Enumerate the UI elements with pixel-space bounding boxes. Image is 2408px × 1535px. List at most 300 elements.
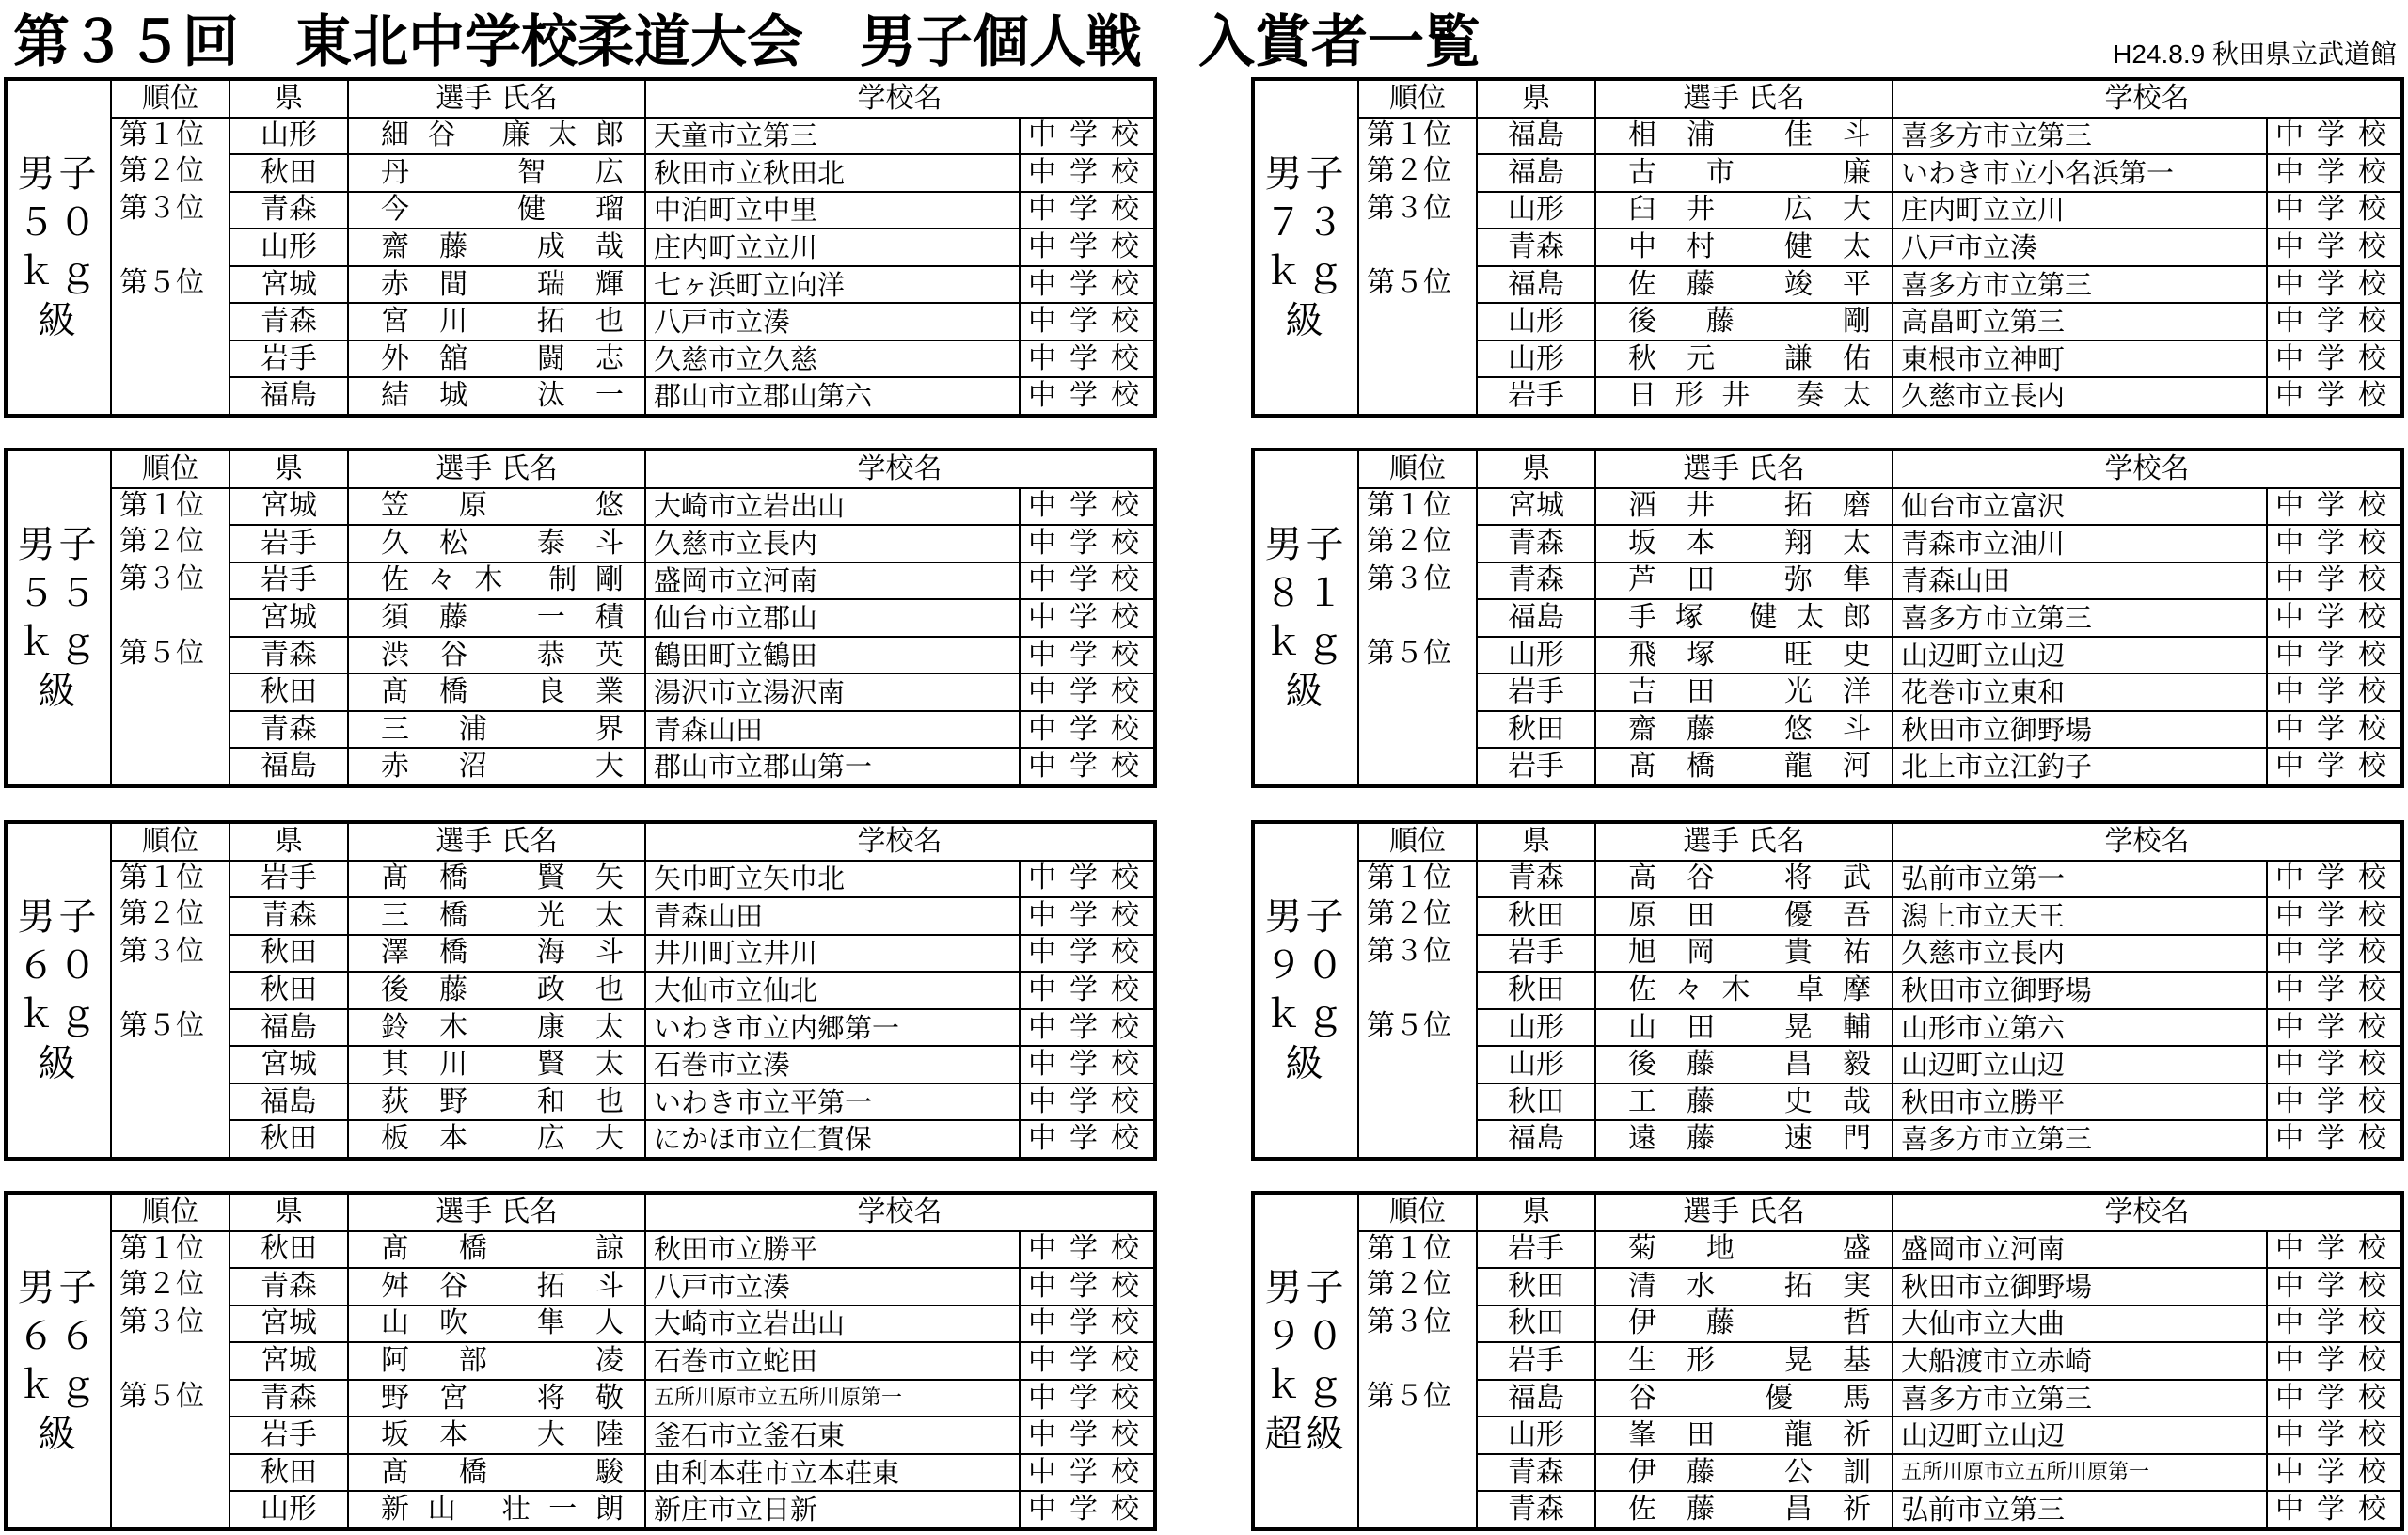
school-name-cell: 天童市立第三 <box>645 118 1020 155</box>
athlete-name-cell: 後藤 政也 <box>348 972 645 1009</box>
header-rank: 順位 <box>1358 451 1477 488</box>
athlete-name-cell: 中村 健太 <box>1595 229 1893 266</box>
prefecture-cell: 岩手 <box>230 525 348 562</box>
table-row <box>1255 266 2400 304</box>
athlete-name-cell: 齋藤 悠斗 <box>1595 711 1893 749</box>
results-table <box>8 451 1153 784</box>
header-row <box>1255 81 2400 118</box>
school-suffix-cell: 中学校 <box>1020 340 1153 378</box>
school-name-cell: 喜多方市立第三 <box>1893 599 2267 637</box>
school-name-cell: 秋田市立御野場 <box>1893 972 2267 1009</box>
school-suffix-cell: 中学校 <box>1020 1491 1153 1527</box>
table-row <box>1255 935 2400 973</box>
athlete-name-cell: 三橋 光太 <box>348 897 645 935</box>
athlete-name-cell: 細谷 廉太郎 <box>348 118 645 155</box>
athlete-name-cell: 鈴木 康太 <box>348 1009 645 1047</box>
school-suffix-cell: 中学校 <box>1020 599 1153 637</box>
table-row <box>8 266 1153 304</box>
school-name-cell: 大崎市立岩出山 <box>645 488 1020 526</box>
athlete-name-cell: 坂本 翔太 <box>1595 525 1893 562</box>
rank-cell: 第１位 <box>1358 488 1477 526</box>
prefecture-cell: 青森 <box>230 192 348 229</box>
prefecture-cell: 山形 <box>1477 1009 1595 1047</box>
school-name-cell: 由利本荘市立本荘東 <box>645 1454 1020 1492</box>
athlete-name-cell: 酒井 拓磨 <box>1595 488 1893 526</box>
header-rank: 順位 <box>1358 81 1477 118</box>
school-name-cell: 湯沢市立湯沢南 <box>645 673 1020 711</box>
school-name-cell: 井川町立井川 <box>645 935 1020 973</box>
table-row <box>8 525 1153 562</box>
header-row <box>8 1195 1153 1231</box>
prefecture-cell: 福島 <box>1477 118 1595 155</box>
athlete-name-cell: 髙橋 龍河 <box>1595 748 1893 784</box>
results-table <box>8 824 1153 1157</box>
weight-class-label: 男子７３ｋｇ級 <box>1255 81 1358 414</box>
prefecture-cell: 秋田 <box>230 673 348 711</box>
prefecture-cell: 青森 <box>230 303 348 340</box>
table-row <box>8 1306 1153 1343</box>
athlete-name-cell: 荻野 和也 <box>348 1084 645 1121</box>
header-name: 選手 氏名 <box>348 81 645 118</box>
school-name-cell: 弘前市立第一 <box>1893 861 2267 898</box>
prefecture-cell: 山形 <box>230 118 348 155</box>
weight-class-table <box>4 820 1157 1161</box>
header-row <box>8 451 1153 488</box>
school-name-cell: 高畠町立第三 <box>1893 303 2267 340</box>
school-name-cell: 盛岡市立河南 <box>645 562 1020 600</box>
school-suffix-cell: 中学校 <box>2267 897 2400 935</box>
table-row <box>1255 637 2400 674</box>
header-school: 学校名 <box>1893 1195 2400 1231</box>
athlete-name-cell: 今 健瑠 <box>348 192 645 229</box>
athlete-name-cell: 秋元 謙佑 <box>1595 340 1893 378</box>
school-suffix-cell: 中学校 <box>1020 972 1153 1009</box>
rank-cell: 第１位 <box>111 861 230 898</box>
prefecture-cell: 秋田 <box>1477 1268 1595 1306</box>
school-name-cell: 青森山田 <box>645 711 1020 749</box>
rank-cell: 第５位 <box>111 266 230 414</box>
header-school: 学校名 <box>645 824 1153 861</box>
prefecture-cell: 青森 <box>1477 562 1595 600</box>
school-suffix-cell: 中学校 <box>2267 1120 2400 1157</box>
table-row <box>8 1009 1153 1047</box>
school-name-cell: 北上市立江釣子 <box>1893 748 2267 784</box>
prefecture-cell: 青森 <box>230 711 348 749</box>
header-name: 選手 氏名 <box>1595 1195 1893 1231</box>
athlete-name-cell: 佐々木 制剛 <box>348 562 645 600</box>
school-suffix-cell: 中学校 <box>2267 266 2400 304</box>
athlete-name-cell: 芦田 弥隼 <box>1595 562 1893 600</box>
school-name-cell: 大崎市立岩出山 <box>645 1306 1020 1343</box>
school-name-cell: 八戸市立湊 <box>645 303 1020 340</box>
school-suffix-cell: 中学校 <box>1020 488 1153 526</box>
header-pref: 県 <box>1477 451 1595 488</box>
weight-class-table <box>1251 1191 2404 1531</box>
rank-cell: 第１位 <box>111 118 230 155</box>
school-suffix-cell: 中学校 <box>1020 154 1153 192</box>
school-suffix-cell: 中学校 <box>1020 1416 1153 1454</box>
school-name-cell: いわき市立平第一 <box>645 1084 1020 1121</box>
school-name-cell: 秋田市立勝平 <box>1893 1084 2267 1121</box>
school-name-cell: 郡山市立郡山第一 <box>645 748 1020 784</box>
header-row <box>1255 451 2400 488</box>
header-rank: 順位 <box>1358 1195 1477 1231</box>
school-suffix-cell: 中学校 <box>1020 897 1153 935</box>
header-rank: 順位 <box>1358 824 1477 861</box>
results-table <box>8 81 1153 414</box>
athlete-name-cell: 澤橋 海斗 <box>348 935 645 973</box>
athlete-name-cell: 高谷 将武 <box>1595 861 1893 898</box>
school-name-cell: 東根市立神町 <box>1893 340 2267 378</box>
school-name-cell: 喜多方市立第三 <box>1893 1120 2267 1157</box>
athlete-name-cell: 笠原 悠 <box>348 488 645 526</box>
table-row <box>1255 1009 2400 1047</box>
weight-class-label: 男子６０ｋｇ級 <box>8 824 111 1157</box>
athlete-name-cell: 赤沼 大 <box>348 748 645 784</box>
school-name-cell: 山辺町立山辺 <box>1893 637 2267 674</box>
prefecture-cell: 山形 <box>230 1491 348 1527</box>
weight-class-label: 男子５０ｋｇ級 <box>8 81 111 414</box>
prefecture-cell: 宮城 <box>1477 488 1595 526</box>
school-suffix-cell: 中学校 <box>2267 748 2400 784</box>
prefecture-cell: 秋田 <box>1477 711 1595 749</box>
school-suffix-cell: 中学校 <box>2267 599 2400 637</box>
athlete-name-cell: 結城 汰一 <box>348 377 645 414</box>
prefecture-cell: 青森 <box>1477 1491 1595 1527</box>
school-suffix-cell: 中学校 <box>1020 1306 1153 1343</box>
header-row <box>1255 1195 2400 1231</box>
weight-class-label: 男子８１ｋｇ級 <box>1255 451 1358 784</box>
school-name-cell: 久慈市立長内 <box>645 525 1020 562</box>
header-rank: 順位 <box>111 451 230 488</box>
weight-class-label: 男子９０ｋｇ超級 <box>1255 1195 1358 1527</box>
weight-class-table <box>4 1191 1157 1531</box>
table-row <box>1255 897 2400 935</box>
school-name-cell: 山辺町立山辺 <box>1893 1416 2267 1454</box>
weight-class-table <box>4 448 1157 788</box>
prefecture-cell: 山形 <box>1477 340 1595 378</box>
header-pref: 県 <box>1477 81 1595 118</box>
table-row <box>1255 1306 2400 1343</box>
prefecture-cell: 福島 <box>230 1084 348 1121</box>
rank-cell: 第５位 <box>111 1380 230 1527</box>
table-row <box>8 1380 1153 1417</box>
prefecture-cell: 秋田 <box>1477 897 1595 935</box>
school-name-cell: 新庄市立日新 <box>645 1491 1020 1527</box>
school-suffix-cell: 中学校 <box>1020 1120 1153 1157</box>
athlete-name-cell: 新山 壮一朗 <box>348 1491 645 1527</box>
school-suffix-cell: 中学校 <box>1020 1268 1153 1306</box>
prefecture-cell: 青森 <box>1477 1454 1595 1492</box>
rank-cell: 第３位 <box>111 562 230 637</box>
school-suffix-cell: 中学校 <box>2267 377 2400 414</box>
school-name-cell: 仙台市立富沢 <box>1893 488 2267 526</box>
school-name-cell: 中泊町立中里 <box>645 192 1020 229</box>
table-row <box>8 861 1153 898</box>
table-row <box>8 488 1153 526</box>
rank-cell: 第２位 <box>1358 525 1477 562</box>
prefecture-cell: 山形 <box>1477 192 1595 229</box>
athlete-name-cell: 谷 優馬 <box>1595 1380 1893 1417</box>
prefecture-cell: 宮城 <box>230 266 348 304</box>
weight-class-table <box>1251 820 2404 1161</box>
prefecture-cell: 岩手 <box>230 1416 348 1454</box>
school-suffix-cell: 中学校 <box>1020 377 1153 414</box>
school-suffix-cell: 中学校 <box>1020 748 1153 784</box>
weight-class-table <box>1251 77 2404 418</box>
school-suffix-cell: 中学校 <box>1020 118 1153 155</box>
school-suffix-cell: 中学校 <box>2267 303 2400 340</box>
athlete-name-cell: 坂本 大陸 <box>348 1416 645 1454</box>
athlete-name-cell: 古市 廉 <box>1595 154 1893 192</box>
school-suffix-cell: 中学校 <box>2267 192 2400 229</box>
school-name-cell: 山形市立第六 <box>1893 1009 2267 1047</box>
rank-cell: 第３位 <box>1358 192 1477 266</box>
prefecture-cell: 宮城 <box>230 1046 348 1084</box>
athlete-name-cell: 山吹 隼人 <box>348 1306 645 1343</box>
rank-cell: 第３位 <box>111 192 230 266</box>
header-pref: 県 <box>230 81 348 118</box>
header-name: 選手 氏名 <box>1595 824 1893 861</box>
school-name-cell: 秋田市立勝平 <box>645 1231 1020 1269</box>
school-name-cell: 秋田市立御野場 <box>1893 1268 2267 1306</box>
table-row <box>8 897 1153 935</box>
rank-cell: 第３位 <box>111 935 230 1009</box>
prefecture-cell: 秋田 <box>1477 1084 1595 1121</box>
athlete-name-cell: 野宮 将敬 <box>348 1380 645 1417</box>
school-suffix-cell: 中学校 <box>1020 1046 1153 1084</box>
prefecture-cell: 青森 <box>230 1380 348 1417</box>
table-row <box>8 935 1153 973</box>
school-name-cell: 青森山田 <box>1893 562 2267 600</box>
school-name-cell: 青森山田 <box>645 897 1020 935</box>
results-table <box>1255 1195 2400 1527</box>
table-row <box>8 562 1153 600</box>
athlete-name-cell: 髙橋 駿 <box>348 1454 645 1492</box>
school-suffix-cell: 中学校 <box>1020 1009 1153 1047</box>
school-suffix-cell: 中学校 <box>2267 488 2400 526</box>
header-name: 選手 氏名 <box>348 451 645 488</box>
school-suffix-cell: 中学校 <box>1020 1454 1153 1492</box>
athlete-name-cell: 峯田 龍祈 <box>1595 1416 1893 1454</box>
school-name-cell: 八戸市立湊 <box>1893 229 2267 266</box>
prefecture-cell: 秋田 <box>230 935 348 973</box>
school-name-cell: 大仙市立大曲 <box>1893 1306 2267 1343</box>
school-suffix-cell: 中学校 <box>2267 340 2400 378</box>
school-suffix-cell: 中学校 <box>1020 673 1153 711</box>
header-name: 選手 氏名 <box>348 1195 645 1231</box>
page-title: 第３５回 東北中学校柔道大会 男子個人戦 入賞者一覧 <box>13 9 1481 75</box>
prefecture-cell: 青森 <box>230 1268 348 1306</box>
athlete-name-cell: 久松 泰斗 <box>348 525 645 562</box>
prefecture-cell: 福島 <box>1477 1120 1595 1157</box>
header-rank: 順位 <box>111 824 230 861</box>
weight-class-label: 男子９０ｋｇ級 <box>1255 824 1358 1157</box>
school-suffix-cell: 中学校 <box>2267 1416 2400 1454</box>
athlete-name-cell: 工藤 史哉 <box>1595 1084 1893 1121</box>
school-name-cell: いわき市立内郷第一 <box>645 1009 1020 1047</box>
header-name: 選手 氏名 <box>1595 81 1893 118</box>
rank-cell: 第２位 <box>1358 154 1477 192</box>
athlete-name-cell: 髙橋 良業 <box>348 673 645 711</box>
school-name-cell: 大仙市立仙北 <box>645 972 1020 1009</box>
athlete-name-cell: 髙橋 賢矢 <box>348 861 645 898</box>
table-row <box>1255 525 2400 562</box>
school-name-cell: 久慈市立久慈 <box>645 340 1020 378</box>
school-name-cell: にかほ市立仁賀保 <box>645 1120 1020 1157</box>
header-pref: 県 <box>230 451 348 488</box>
prefecture-cell: 秋田 <box>230 154 348 192</box>
school-name-cell: 郡山市立郡山第六 <box>645 377 1020 414</box>
prefecture-cell: 岩手 <box>230 562 348 600</box>
school-name-cell: 釜石市立釜石東 <box>645 1416 1020 1454</box>
prefecture-cell: 秋田 <box>1477 1306 1595 1343</box>
school-suffix-cell: 中学校 <box>2267 861 2400 898</box>
rank-cell: 第２位 <box>1358 897 1477 935</box>
athlete-name-cell: 相浦 佳斗 <box>1595 118 1893 155</box>
header-school: 学校名 <box>1893 81 2400 118</box>
school-suffix-cell: 中学校 <box>2267 1046 2400 1084</box>
school-suffix-cell: 中学校 <box>1020 266 1153 304</box>
weight-class-table <box>1251 448 2404 788</box>
athlete-name-cell: 山田 晃輔 <box>1595 1009 1893 1047</box>
school-name-cell: 五所川原市立五所川原第一 <box>645 1380 1020 1417</box>
athlete-name-cell: 伊藤 哲 <box>1595 1306 1893 1343</box>
rank-cell: 第２位 <box>111 154 230 192</box>
rank-cell: 第１位 <box>111 488 230 526</box>
school-suffix-cell: 中学校 <box>2267 1380 2400 1417</box>
prefecture-cell: 青森 <box>1477 861 1595 898</box>
header-pref: 県 <box>1477 824 1595 861</box>
table-row <box>1255 1380 2400 1417</box>
athlete-name-cell: 舛谷 拓斗 <box>348 1268 645 1306</box>
school-name-cell: いわき市立小名浜第一 <box>1893 154 2267 192</box>
prefecture-cell: 山形 <box>1477 1046 1595 1084</box>
table-row <box>1255 562 2400 600</box>
athlete-name-cell: 髙橋 諒 <box>348 1231 645 1269</box>
header-row <box>1255 824 2400 861</box>
prefecture-cell: 岩手 <box>1477 935 1595 973</box>
athlete-name-cell: 外舘 闘志 <box>348 340 645 378</box>
rank-cell: 第５位 <box>1358 1380 1477 1527</box>
rank-cell: 第５位 <box>111 1009 230 1157</box>
prefecture-cell: 宮城 <box>230 1342 348 1380</box>
school-name-cell: 喜多方市立第三 <box>1893 1380 2267 1417</box>
prefecture-cell: 岩手 <box>230 861 348 898</box>
school-suffix-cell: 中学校 <box>2267 154 2400 192</box>
school-suffix-cell: 中学校 <box>2267 118 2400 155</box>
school-suffix-cell: 中学校 <box>1020 1231 1153 1269</box>
school-name-cell: 矢巾町立矢巾北 <box>645 861 1020 898</box>
rank-cell: 第１位 <box>1358 118 1477 155</box>
prefecture-cell: 岩手 <box>1477 377 1595 414</box>
school-name-cell: 山辺町立山辺 <box>1893 1046 2267 1084</box>
header-name: 選手 氏名 <box>348 824 645 861</box>
table-row <box>8 118 1153 155</box>
athlete-name-cell: 丹 智広 <box>348 154 645 192</box>
table-row <box>1255 488 2400 526</box>
school-suffix-cell: 中学校 <box>1020 1380 1153 1417</box>
header-pref: 県 <box>230 1195 348 1231</box>
school-suffix-cell: 中学校 <box>1020 1084 1153 1121</box>
school-name-cell: 石巻市立湊 <box>645 1046 1020 1084</box>
rank-cell: 第５位 <box>1358 1009 1477 1157</box>
table-row <box>8 1268 1153 1306</box>
school-suffix-cell: 中学校 <box>2267 935 2400 973</box>
school-suffix-cell: 中学校 <box>1020 525 1153 562</box>
prefecture-cell: 岩手 <box>1477 1231 1595 1269</box>
table-row <box>1255 861 2400 898</box>
school-name-cell: 秋田市立御野場 <box>1893 711 2267 749</box>
rank-cell: 第２位 <box>111 1268 230 1306</box>
school-suffix-cell: 中学校 <box>2267 1009 2400 1047</box>
header-name: 選手 氏名 <box>1595 451 1893 488</box>
school-suffix-cell: 中学校 <box>1020 935 1153 973</box>
header-row <box>8 824 1153 861</box>
school-suffix-cell: 中学校 <box>1020 303 1153 340</box>
prefecture-cell: 岩手 <box>1477 1342 1595 1380</box>
school-suffix-cell: 中学校 <box>2267 1268 2400 1306</box>
rank-cell: 第１位 <box>111 1231 230 1269</box>
prefecture-cell: 福島 <box>1477 1380 1595 1417</box>
header-rank: 順位 <box>111 1195 230 1231</box>
school-name-cell: 潟上市立天王 <box>1893 897 2267 935</box>
athlete-name-cell: 其川 賢太 <box>348 1046 645 1084</box>
athlete-name-cell: 生形 晃基 <box>1595 1342 1893 1380</box>
school-suffix-cell: 中学校 <box>1020 861 1153 898</box>
school-suffix-cell: 中学校 <box>1020 711 1153 749</box>
header-pref: 県 <box>1477 1195 1595 1231</box>
prefecture-cell: 青森 <box>1477 229 1595 266</box>
prefecture-cell: 福島 <box>230 748 348 784</box>
school-name-cell: 秋田市立秋田北 <box>645 154 1020 192</box>
prefecture-cell: 福島 <box>230 1009 348 1047</box>
school-suffix-cell: 中学校 <box>2267 1454 2400 1492</box>
school-suffix-cell: 中学校 <box>1020 562 1153 600</box>
school-suffix-cell: 中学校 <box>2267 711 2400 749</box>
school-name-cell: 花巻市立東和 <box>1893 673 2267 711</box>
table-row <box>1255 118 2400 155</box>
school-suffix-cell: 中学校 <box>2267 1231 2400 1269</box>
rank-cell: 第３位 <box>1358 935 1477 1009</box>
school-name-cell: 五所川原市立五所川原第一 <box>1893 1454 2267 1492</box>
athlete-name-cell: 遠藤 速門 <box>1595 1120 1893 1157</box>
athlete-name-cell: 臼井 広大 <box>1595 192 1893 229</box>
school-name-cell: 庄内町立立川 <box>645 229 1020 266</box>
prefecture-cell: 山形 <box>1477 303 1595 340</box>
results-table <box>8 1195 1153 1527</box>
weight-class-label: 男子６６ｋｇ級 <box>8 1195 111 1527</box>
table-row <box>8 154 1153 192</box>
athlete-name-cell: 渋谷 恭英 <box>348 637 645 674</box>
prefecture-cell: 岩手 <box>230 340 348 378</box>
school-suffix-cell: 中学校 <box>2267 637 2400 674</box>
rank-cell: 第３位 <box>111 1306 230 1380</box>
rank-cell: 第１位 <box>1358 861 1477 898</box>
school-name-cell: 大船渡市立赤崎 <box>1893 1342 2267 1380</box>
weight-class-label: 男子５５ｋｇ級 <box>8 451 111 784</box>
table-row <box>8 1231 1153 1269</box>
rank-cell: 第２位 <box>1358 1268 1477 1306</box>
prefecture-cell: 山形 <box>230 229 348 266</box>
athlete-name-cell: 日形井 奏太 <box>1595 377 1893 414</box>
table-row <box>8 637 1153 674</box>
school-suffix-cell: 中学校 <box>1020 1342 1153 1380</box>
header-school: 学校名 <box>1893 824 2400 861</box>
header-rank: 順位 <box>111 81 230 118</box>
school-suffix-cell: 中学校 <box>2267 1491 2400 1527</box>
prefecture-cell: 宮城 <box>230 599 348 637</box>
